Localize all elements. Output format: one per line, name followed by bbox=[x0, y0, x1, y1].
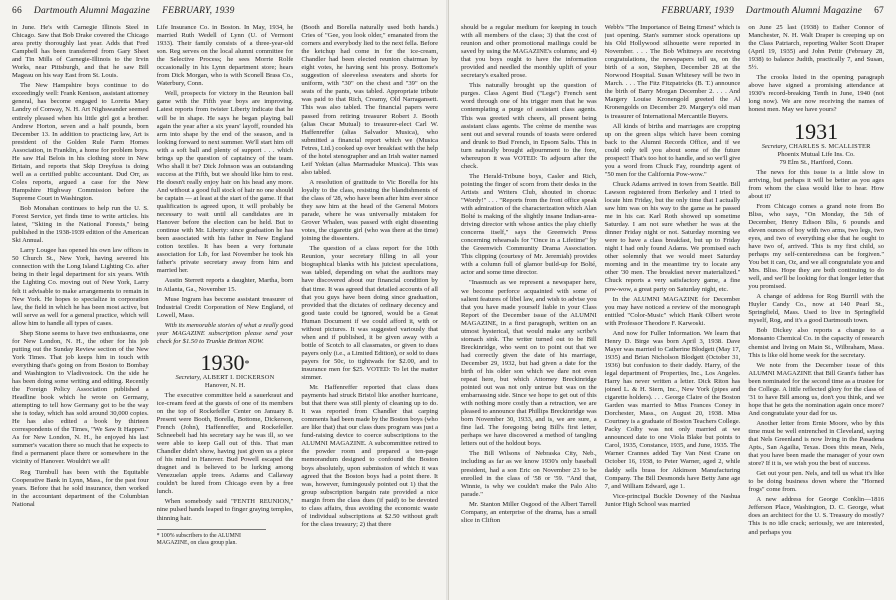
paragraph: We note from the December issue of this ALUMNI MAGAZINE that Bill Grant's father has been nominated for the second time as a trustee for the College. A little reflected glory for the class of '31 to have Bill among us, don't you think, and we hope that he gets the nomination again once more? And congratulate your dad for us. bbox=[748, 361, 885, 417]
secretary-address: Hanover, N. H. bbox=[204, 381, 246, 389]
left-page-number: 66 bbox=[12, 6, 22, 16]
secretary-address-line-1: Phoenix Mutual Life Ins. Co. bbox=[777, 150, 855, 158]
paragraph: This naturally brought up the question of purges. Class Agent Bud ("Legs") French sent word through one of his trigger men that he was contemplating a purge of assistant class agents. This was greeted with cheers, all present being assistant class agents. The crème de menthe was sent out and several rounds of toasts were ordered and drunk to Bud French, in Epsom Salts. This in turn naturally brought adjournment to the fore, whereupon it was VOTED: To adjourn after the check. bbox=[461, 82, 597, 170]
left-column-3 bbox=[301, 24, 438, 599]
secretary-address-line-2: 79 Elm St., Hartford, Conn. bbox=[779, 158, 853, 166]
paragraph: All kinds of births and marriages are cropping up on the green slips which have been coming back to the Alumni Records Office, and if we could only tell you about some of the future prospect! That's too hot to handle, and so we'll give you a word from Chuck Fay, roundtrip agent of "50 men for the California Pow-wow." bbox=[604, 122, 741, 178]
secretary-name: CHARLES S. MCALLISTER bbox=[788, 142, 871, 150]
secretary-prefix: Secretary, bbox=[175, 373, 202, 381]
paragraph: Vice-principal Buckle Downey of the Nashua Junior High School was married bbox=[604, 492, 741, 508]
right-page-number: 67 bbox=[874, 6, 884, 16]
paragraph: Shep Stone seems to have two enthusiasms, one for New London, N. H., the other for his job putting out the Sunday Review section of the New York Times. That job keeps him in touch with everything that's going on from Boston to Bombay and Washington to Vladivostock. On the side he has been doing some writing and editing. Recently the Foreign Policy Association published a Headline book which he wrote on Germany, attempting to tell how Germany got to be the way she is today, which has sold around 30,000 copies. He has also edited a book by thirteen correspondents of the Times, "We Saw It Happen." As for New London, N. H., he enjoyed his last summer's vacation there so much that he expects to find a permanent place there or somewhere in the vicinity of Hanover. Wouldn't we all! bbox=[12, 329, 149, 466]
right-column-1 bbox=[461, 24, 597, 599]
paragraph: Muse Ingram has become assistant treasurer of Industrial Credit Corporation of New England, of Lowell, Mass. bbox=[156, 295, 294, 319]
secretary-prefix: Secretary, bbox=[761, 142, 788, 150]
left-running-head: Dartmouth Alumni Magazine bbox=[33, 6, 151, 16]
paragraph: in June. He's with Carnegie Illinois Steel in Chicago. Saw that Bob Drake covered the Chicago area pretty thoroughly last year. Adds that Fred Campbell has been transferred from Gary Sheet and Tin Mills of Carnegie-Illinois to the Irvin Works, near Pittsburgh, and that he saw Bill Mageau on his way East from St. Louis. bbox=[12, 24, 149, 80]
paragraph: From Chicago comes a grand note from Bo Bliss, who says, "On Monday, the 5th of December, Henry Edison Blis, 6 pounds and eleven ounces of boy with two arms, two legs, two eyes, and two of everything else that he ought to have two of, arrived. This is my first child, so perhaps my self-centeredness can be forgiven." You bet it can, Oz, and we all congratulate you and Mrs. Bliss. Hope they are both continuing to do well, and we'll be looking for that longer letter that you promised. bbox=[748, 202, 885, 291]
class-1930-heading bbox=[157, 349, 294, 390]
left-column-1 bbox=[12, 24, 149, 599]
right-column-2 bbox=[605, 24, 741, 599]
paragraph: The executive committee held a sauerkraut and ice-cream feed at the guests of one of its members on the top of Rockefeller Center on January 8. Present were Booth, Borella, Bottome, Dickerson, French (John), Haffenreffer, and Rockefeller. Schneebeli had his secretary say he was ill, so we were able to keep Gall out of this. That man Chandler didn't show, having just given us a piece of his mind in Hanover. Bud Powell escaped the dragnet and is believed to be lurking among Venezuelan apple trees. Adams and Callaway couldn't be lured from Chicago even by a free lunch. bbox=[156, 391, 294, 496]
paragraph: In the ALUMNI MAGAZINE for December you may have noticed a review of the monograph entitled "Color-Music" which Hank Olbert wrote with Professor Theodore F. Karwoski. bbox=[604, 295, 741, 327]
left-date: FEBRUARY, 1939 bbox=[162, 6, 235, 16]
paragraph: Chuck Adams arrived in town from Seattle. Bill Lawson registered from Berkeley and I tried to locate him Friday, but the only time that I actually saw him was on his way to the game as he passed me in his car. Karl Roth showed up sometime Saturday. I am not sure whether he was at the dinner Friday night or not. Saturday morning we were to have a class breakfast, but up to Friday night I had only found Adams. We promised each other solemnly that we would meet Saturday morning and in the meantime try to locate any other '30 men. The breakfast never materialized." Chuck reports a very satisfactory game, a fine pow-wow, a great party on Saturday night, etc. bbox=[604, 180, 741, 293]
paragraph: Webb's "The Importance of Being Ernest" which is just opening. Stan's summer stock operations up his Old Hollywood silhouette were reported in November. . . . The Bob Whitneys are receiving congratulations, the newspapers tell us, on the birth of a son, Stephen, December 28 at the Norwood Hospital. Susan Whitesey will be two in March. . . . The Fitz Fitzpatricks (B. T.) announce the birth of Barry Morgan December 2. . . . And Margery Louise Kronengold greeted the Al Kronengolds on December 29. Margery's old man is treasurer of International Mercantile Buyers. bbox=[604, 24, 741, 120]
paragraph: Well, prospects for victory in the Reunion ball game with the Fifth year boys are improving. Latest reports from twister Liberty indicate that he will be in shape. He says he began playing ball again the year after a six years' layoff, rounded his arm into shape by the end of the season, and is looking forward to next summer. We'll start him off with a soft ball and plenty of support . . . which brings up the question of captaincy of the team. Who shall it be? Dick Johnson was an outstanding success at the Fifth, but we should like him to rest. He doesn't really enjoy hair on his head any more. And without a good full stock of hair no one should be captain — at least at the start of the game. If that qualification is agreed upon, it will probably be necessary to wait until all candidates are in Hanover before the election can be held. But to continue with Mr. Liberty: since graduation he has been associated with his father in New England cotton textiles. It has been a very fortunate association for Lib, for last November he took his father's private secretary away from him and married her. bbox=[156, 90, 294, 275]
paragraph: (Booth and Borella naturally used both hands.) Cries of "Gee, you look older," emanated from the corners and everybody lied to the next fella. Before the ketchup had come in for the ice-cream, Chandler had been elected reunion chairman by eight votes, he having sent his proxy. Bottome's suggestion of sleeveless sweaters and shorts for uniform, with "30" on the chest and "39" on the seats of the pants, was tabled. Appropriate tribute was paid to that Rich, Creamy, Old Narragansett. This was also tabled. The financial papers were passed from retiring treasurer Robert J. Booth (alias Oscar Mutual) to treasurer-elect Carl W. Haffenreffer (alias Salvador Musica), who submitted a financial report which we (Musica Fetres, Ltd.) cooked up over breakfast with the help of the hotel stenographer and an Irish waiter named Leif Yoktan (alias Marmaduke Musica). This was also tabled. bbox=[301, 24, 439, 176]
left-column-2 bbox=[157, 24, 294, 599]
paragraph: Austin Sterrett reports a daughter, Martha, born in Atlanta, Ga., November 15. bbox=[156, 277, 294, 293]
paragraph: The Herald-Tribune boys, Casler and Rich, pointing the finger of scorn from their desks in the Artists and Writers Club, shouted in chorus: "Wordy!" . . . "Reports from the front office speak with admiration of the characterization which Alan Bolté is making of the slightly insane Indian-area-driving director with whose antics the play chiefly concerns itself," says the Greenwich Press concerning rehearsals for "Once in a Lifetime" by the Greenwich Community Drama Association. This clipping (courtesy of Mr. Jeremiah) provides with a column full of glamor build-up for Bolté, actor and some time director. bbox=[461, 172, 597, 277]
paragraph: A change of address for Rog Burrill with the Huyler Candy Co., now at 140 Pearl St., Springfield, Mass. Used to live in Springfield myself, Rog, and it's a good Dartmouth town. bbox=[748, 293, 885, 325]
right-page bbox=[448, 0, 896, 600]
paragraph: The crooks listed in the opening paragraph above have signed a promising attendance at 1930's record-breaking Tenth in June, 1940 (not long now). We are now receiving the names of honest men. May we have yours? bbox=[748, 74, 885, 114]
paragraph: With its memorable stories of what a really good year MAGAZINE subscription please send your check for $1.50 to Trunkie Britton NOW. bbox=[156, 321, 294, 345]
class-star: * bbox=[244, 358, 250, 370]
right-running-header bbox=[461, 6, 884, 22]
paragraph: Life Insurance Co. in Boston. In May, 1934, he married Ruth Wedell of Lynn (U. of Vermont 1933). Their family consists of a three-year-old son. Reg serves on the local alumni committee for the Selective Process; he sees Morrie Rolfe occasionally in his Lynn department store; hears from Dick Morgan, who is with Sconell Brass Co., Waterbury, Conn. bbox=[156, 24, 294, 88]
paragraph: Mr. Haffenreffer reported that class dues payments had struck Bristol like another hurricane, but that there was still plenty of cleaning up to do. It was reported from Chandler that carping comments had been made by the Boston boys (who are like that) that our class dues program was just a fund-raising device to coerce subscriptions to the ALUMNI MAGAZINE. A subcommittee retired to the powder room and prepared a ten-page memorandum designed to confound the Boston boys absolutely, upon submission of which it was agreed that the Boston boys had a point there. It was, however, fumingously pointed out 1) that the group subscription bargain rate provided a nice margin from the class dues (if paid) to be devoted to class affairs, thus avoiding the economic waste of individual subscriptions at $2.50 without graft for the class treasury; 2) that there bbox=[301, 384, 439, 528]
class-year-1930: 1930 bbox=[200, 349, 245, 375]
paragraph: Get out your pen. Nels, and tell us what it's like to be doing business down where the "Horned frogs" come from. bbox=[748, 470, 885, 494]
paragraph: Bob Dickey also reports a change to a Monsanto Chemical Co. in the capacity of research chemist and living on Main St., Wilbraham, Mass. This is like old home week for the secretary. bbox=[748, 327, 885, 359]
paragraph: Another letter from Ernie Moore, who by this time must be well entrenched in Cleveland, saying that Nels Greenland is now living in the Pasadena Apts., San Agailia, Texas. Does this mean, Nels, that you have been made the manager of your own store? If it is, we wish you the best of success. bbox=[748, 419, 885, 468]
paragraph: And now for Fuller Information. We learn that Henry D. Birge was born April 3, 1938. Dave Mayer was married to Catherine Blodgett (May 17, 1935) and Brian Nicholson Blodgett (October 31, 1936) but confusion to their daddy. Harry, of the legal department of Properties, Inc., Los Angeles. Harry has never written a letter. Dick Riton has joined L. & H. Stern, Inc., New York (pipes and cigarette holders). . . . George Claire of the Boston Garden was married to Miss Frances Coney in Dorchester, Mass., on August 20, 1938. Miss Courtney is a graduate of Boston Teachers College. Packy Colby was not only married at we announced date to one Viola Blake but points to Carol, 1935, Constance, 1935, and June, 1935. The Warner Crannes added Tay Van Nest Crane on October 16, 1938, to Peter Warner, aged 2, while daddy sells brass for Atkinson Manufacturing Company. The Bill Desmonds have Betty Jane age 7, and William Edward, age 1. bbox=[604, 329, 741, 490]
paragraph: Bob Monahan continues to help run the U. S. Forest Service, yet finds time to write articles. his latest, "Skiing in the National Forests," being published in the 1938-1939 edition of the American Ski Annual. bbox=[12, 205, 149, 245]
paragraph: The question of a class report for the 10th Reunion, your secretary filling in all your biographical blanks with his juiciest speculations, was tabled, depending on what the auditors may have discovered about our financial condition by that time. It was agreed that detailed accounts of all that you guys have been doing since graduation, provided that the dictates of ordinary decency and good taste could be ignored, would be a Great Human Document if we could afford it, with or without pictures. It was suggested variously that when and if published, it be given away with a bottle of Scotch to all classmates, or given to dues payers only (i.e., a Limited Edition), or sold to dues payers for 50c, to tightwads for $2.00, and to insurance men for $25. VOTED: To let the matter simmer. bbox=[301, 245, 439, 382]
right-running-head: Dartmouth Alumni Magazine bbox=[745, 6, 863, 16]
footnote: * 100% subscribers to the ALUMNI MAGAZINE, on class group plan. bbox=[157, 529, 266, 547]
paragraph: on June 25 last (1938) to Esther Connor of Manchester, N. H. Walt Draper is creeping up on the Class Patriarch, reporting Walter Scott Draper (April 19, 1935) and John Pettir (February 28, 1938) to balance Judith, practically 7, and Susan, 5½. bbox=[748, 24, 885, 72]
paragraph: The New Hampshire boys continue to do exceedingly well: Frank Kenison, assistant attorney general, has become engaged to Loretta Mary Landry of Conway, N. H. Art Nighswander seemed entirely pleased when his little girl got a brother. Andrew Horton, seven and a half pounds, born December 13. In addition to practicing law, Art is president of the Golden Rule Farm Homes Association, in Franklin, a home for problem boys. He saw Hal Belois in his clothing store in New Britain, and reports that Skip Dreyfuss is doing well as a certified public accountant. Dud Orr, as Coles reports, argued a case for the New Hampshire Highway Commission before the Supreme Court in Washington. bbox=[12, 82, 149, 202]
left-running-header bbox=[12, 6, 438, 22]
paragraph: Larry Lougee has opened his own law offices in 50 Church St., New York, having severed his connection with the Long Island Lighting Co. after being in their legal department for six years. With the Lighting Co. moving out of New York, Larry felt it advisable to make arrangements to remain in New York. He hopes to specialize in corporation law, the field in which he has been most active, but will serve as well for a general practice, which will allow him to handle all types of cases. bbox=[12, 247, 149, 327]
class-1931-heading bbox=[748, 118, 884, 167]
class-year-1931: 1931 bbox=[794, 118, 839, 144]
paragraph: A new address for George Conklin—1816 Jefferson Place, Washington, D. C. George, what does an architect for the U. S. Treasury do mostly? This is no idle crack; seriously, we are interested, and perhaps you bbox=[748, 496, 885, 536]
paragraph: A resolution of gratitude to Vic Borella for his loyalty to the class, resisting the blandishments of the class of '28, who have been after him ever since they saw him at the head of the General Motors parade, where he was universally mistaken for Grover Whalen, was passed with eight dissenting votes, the cigarette girl (who was there at the time) joining the dissenters. bbox=[301, 178, 439, 243]
secretary-name: ALBERT I. DICKERSON bbox=[202, 373, 275, 381]
paragraph: Reg Turnbull has been with the Equitable Cooperative Bank in Lynn, Mass., for the past four years. Before that he sold insurance, then worked in the accountant department of the Columbian National bbox=[12, 468, 149, 508]
paragraph: When somebody said "FENTH REUNION," nine pulsed hands leaped to finger graying temples, thinning hair. bbox=[156, 498, 294, 522]
right-column-3 bbox=[748, 24, 884, 599]
paragraph: The Bill Wilsons of Nebraska City, Neb., including as far as we know 1930's only baseball president, had a son Eric on November 23 to be enrolled in the class of '58 or '59. "And that, Winnie, is why we couldn't make the Palo Alto parade." bbox=[461, 450, 597, 498]
paragraph: Mr. Stanton Miller Osgood of the Albert Tarrell Company, an enterprise of the drama, has a small slice in Clifton bbox=[461, 500, 597, 524]
paragraph: should be a regular medium for keeping in touch with all members of the class; 3) that the cost of reunion and other promotional mailings could be saved by using the MAGAZINE's columns; and 4) that you boys ought to have the information provided and needled the monthly uplift of your secretary's exalted prose. bbox=[461, 24, 597, 80]
right-date: FEBRUARY, 1939 bbox=[661, 6, 734, 16]
paragraph: "Inasmuch as we represent a newspaper here, we become perforce acquainted with some of salient features of libel law, and wish to advise you that you have made yourself liable in your Class Report of the December issue of the ALUMNI MAGAZINE, in a first paragraph, written on an utmost hysterical, that would make any scribe's stomach sink. The writer turned out to be Bill Breckinridge, who went on to point out that we had correctly given the date of his marriage, December 29, 1932, but had given a date for the birth of his older son which we dare not even repeat here, but which Attorney Breckinridge pointed out was not only untrue but was on the embarrassing side. Since we hope to get out of this with nothing more costly than a retraction, we are pleased to announce that Phillips Breckinridge was born November 30, 1933, and is, we are sure, a fine lad. The foregoing being Bill's first letter, perhaps we have discovered a method of tangling letters out of the holdout boys. bbox=[461, 279, 597, 448]
paragraph: The news for this issue is a little slow in arriving, but perhaps it will be better as you ages from whom the class would like to hear. How about it? bbox=[748, 168, 885, 200]
